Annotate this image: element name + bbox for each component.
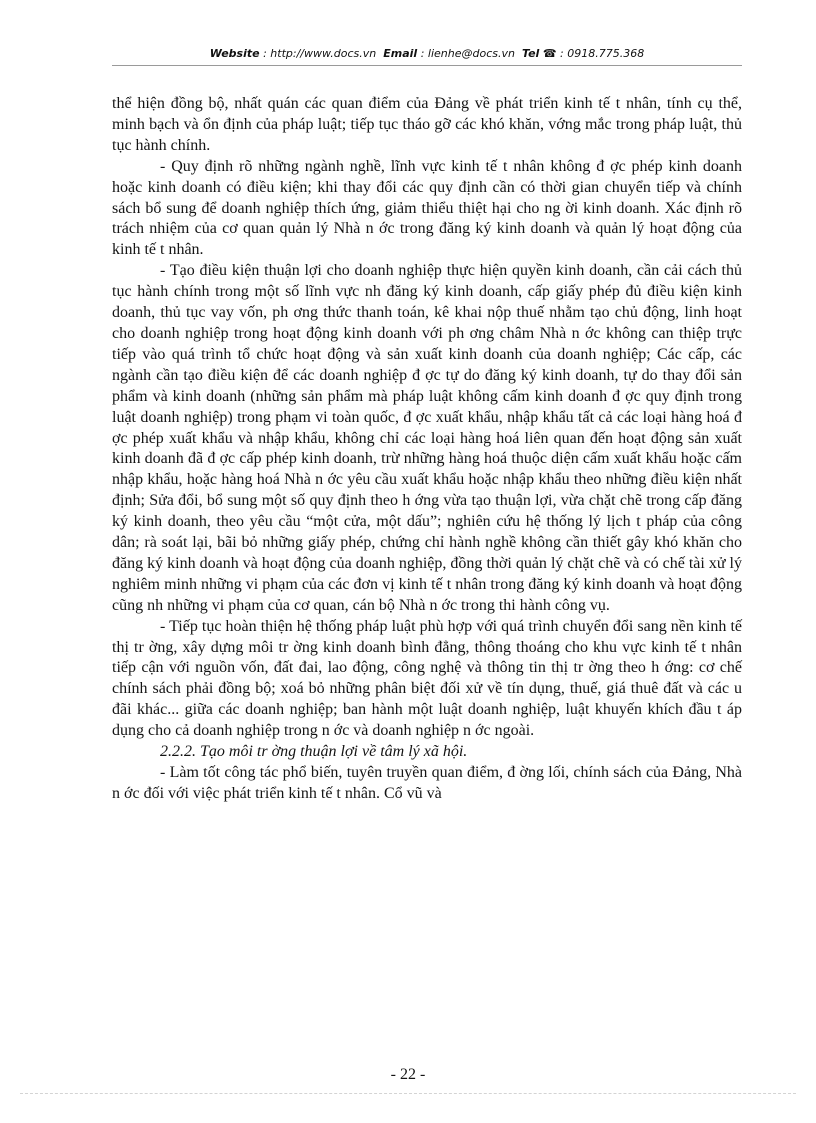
email-label: Email <box>383 47 418 60</box>
tel-value: : 0918.775.368 <box>560 47 645 60</box>
section-heading: 2.2.2. Tạo môi tr ờng thuận lợi về tâm lý xã hội. <box>160 743 468 761</box>
tel-label: Tel <box>521 47 540 60</box>
paragraph-1: thể hiện đồng bộ, nhất quán các quan điểm của Đảng về phát triển kinh tế t nhân, tính cụ thể, minh bạch và ổn định của pháp luật; tiếp tục tháo gỡ các khó khăn, vớng mắc trong pháp luật, thủ tục hành chính. <box>112 95 742 154</box>
paragraph-2: - Quy định rõ những ngành nghề, lĩnh vực kinh tế t nhân không đ ợc phép kinh doanh hoặc kinh doanh có điều kiện; khi thay đổi các quy định cần có thời gian chuyển tiếp và chính sách bổ sung để doanh nghiệp thích ứng, giảm thiểu thiệt hại cho ng ời kinh doanh. Xác định rõ trách nhiệm của cơ quan quản lý Nhà n ớc trong đăng ký kinh doanh và quản lý hoạt động của kinh tế t nhân. <box>112 157 742 259</box>
phone-icon: ☎ <box>542 47 557 60</box>
paragraph-5: - Làm tốt công tác phổ biến, tuyên truyền quan điểm, đ ờng lối, chính sách của Đảng, Nhà n ớc đối với việc phát triển kinh tế t nhân. Cổ vũ và <box>112 764 742 802</box>
page-number: - 22 - <box>390 1066 426 1083</box>
paragraph-3: - Tạo điều kiện thuận lợi cho doanh nghiệp thực hiện quyền kinh doanh, cần cải cách thủ tục hành chính trong một số lĩnh vực nh đăng ký kinh doanh, cấp giấy phép đủ điều kiện kinh doanh, thủ tục vay vốn, ph ơng thức thanh toán, kê khai nộp thuế nhằm tạo chủ động, linh hoạt cho doanh nghiệp trong hoạt động kinh doanh với ph ơng châm Nhà n ớc không can thiệp trực tiếp vào quá trình tổ chức hoạt động và sản xuất kinh doanh của doanh nghiệp; Các cấp, các ngành cần tạo điều kiện để các doanh nghiệp đ ợc tự do đăng ký kinh doanh, tự do thay đổi sản phẩm và kinh doanh (những sản phẩm mà pháp luật không cấm kinh doanh đ ợc quy định trong luật doanh nghiệp) trong phạm vi toàn quốc, đ ợc xuất khẩu, nhập khẩu tất cả các loại hàng hoá đ ợc phép xuất khẩu và nhập khẩu, không chỉ các loại hàng hoá liên quan đến hoạt động sản xuất kinh doanh đã đ ợc cấp phép kinh doanh, trừ những hàng hoá thuộc diện cấm xuất khẩu hoặc cấm nhập khẩu, hoặc hàng hoá Nhà n ớc yêu cầu xuất khẩu hoặc nhập khẩu theo những điều kiện nhất định; Sửa đổi, bổ sung một số quy định theo h ớng vừa tạo thuận lợi, vừa chặt chẽ trong cấp đăng ký kinh doanh, theo yêu cầu “một cửa, một dấu”; nghiên cứu hệ thống lý lịch t pháp của công dân; rà soát lại, bãi bỏ những giấy phép, chứng chỉ hành nghề không cần thiết gây khó khăn cho đăng ký kinh doanh và hoạt động của doanh nghiệp, đồng thời quản lý chặt chẽ và có chế tài xử lý nghiêm minh những vi phạm của các đơn vị kinh tế t nhân trong đăng ký kinh doanh và hoạt động cũng nh những vi phạm của cơ quan, cán bộ Nhà n ớc trong thi hành công vụ. <box>112 262 742 614</box>
document-body <box>112 94 742 805</box>
website-label: Website <box>209 47 260 60</box>
header-divider <box>112 65 742 66</box>
website-value: : http://www.docs.vn <box>263 47 377 60</box>
email-value: : lienhe@docs.vn <box>420 47 515 60</box>
page-header <box>112 47 742 60</box>
footer-divider <box>20 1093 796 1094</box>
paragraph-4: - Tiếp tục hoàn thiện hệ thống pháp luật phù hợp với quá trình chuyển đổi sang nền kinh tế thị tr ờng, xây dựng môi tr ờng kinh doanh bình đẳng, thông thoáng cho khu vực kinh tế t nhân tiếp cận với nguồn vốn, đất đai, lao động, công nghệ và thông tin thị tr ờng theo h ớng: cơ chế chính sách phải đồng bộ; xoá bỏ những phân biệt đối xử về tín dụng, thuế, giá thuê đất và các u đãi khác... giữa các doanh nghiệp; ban hành một luật doanh nghiệp, luật khuyến khích đầu t áp dụng cho cả doanh nghiệp trong n ớc và doanh nghiệp n ớc ngoài. <box>112 617 742 740</box>
